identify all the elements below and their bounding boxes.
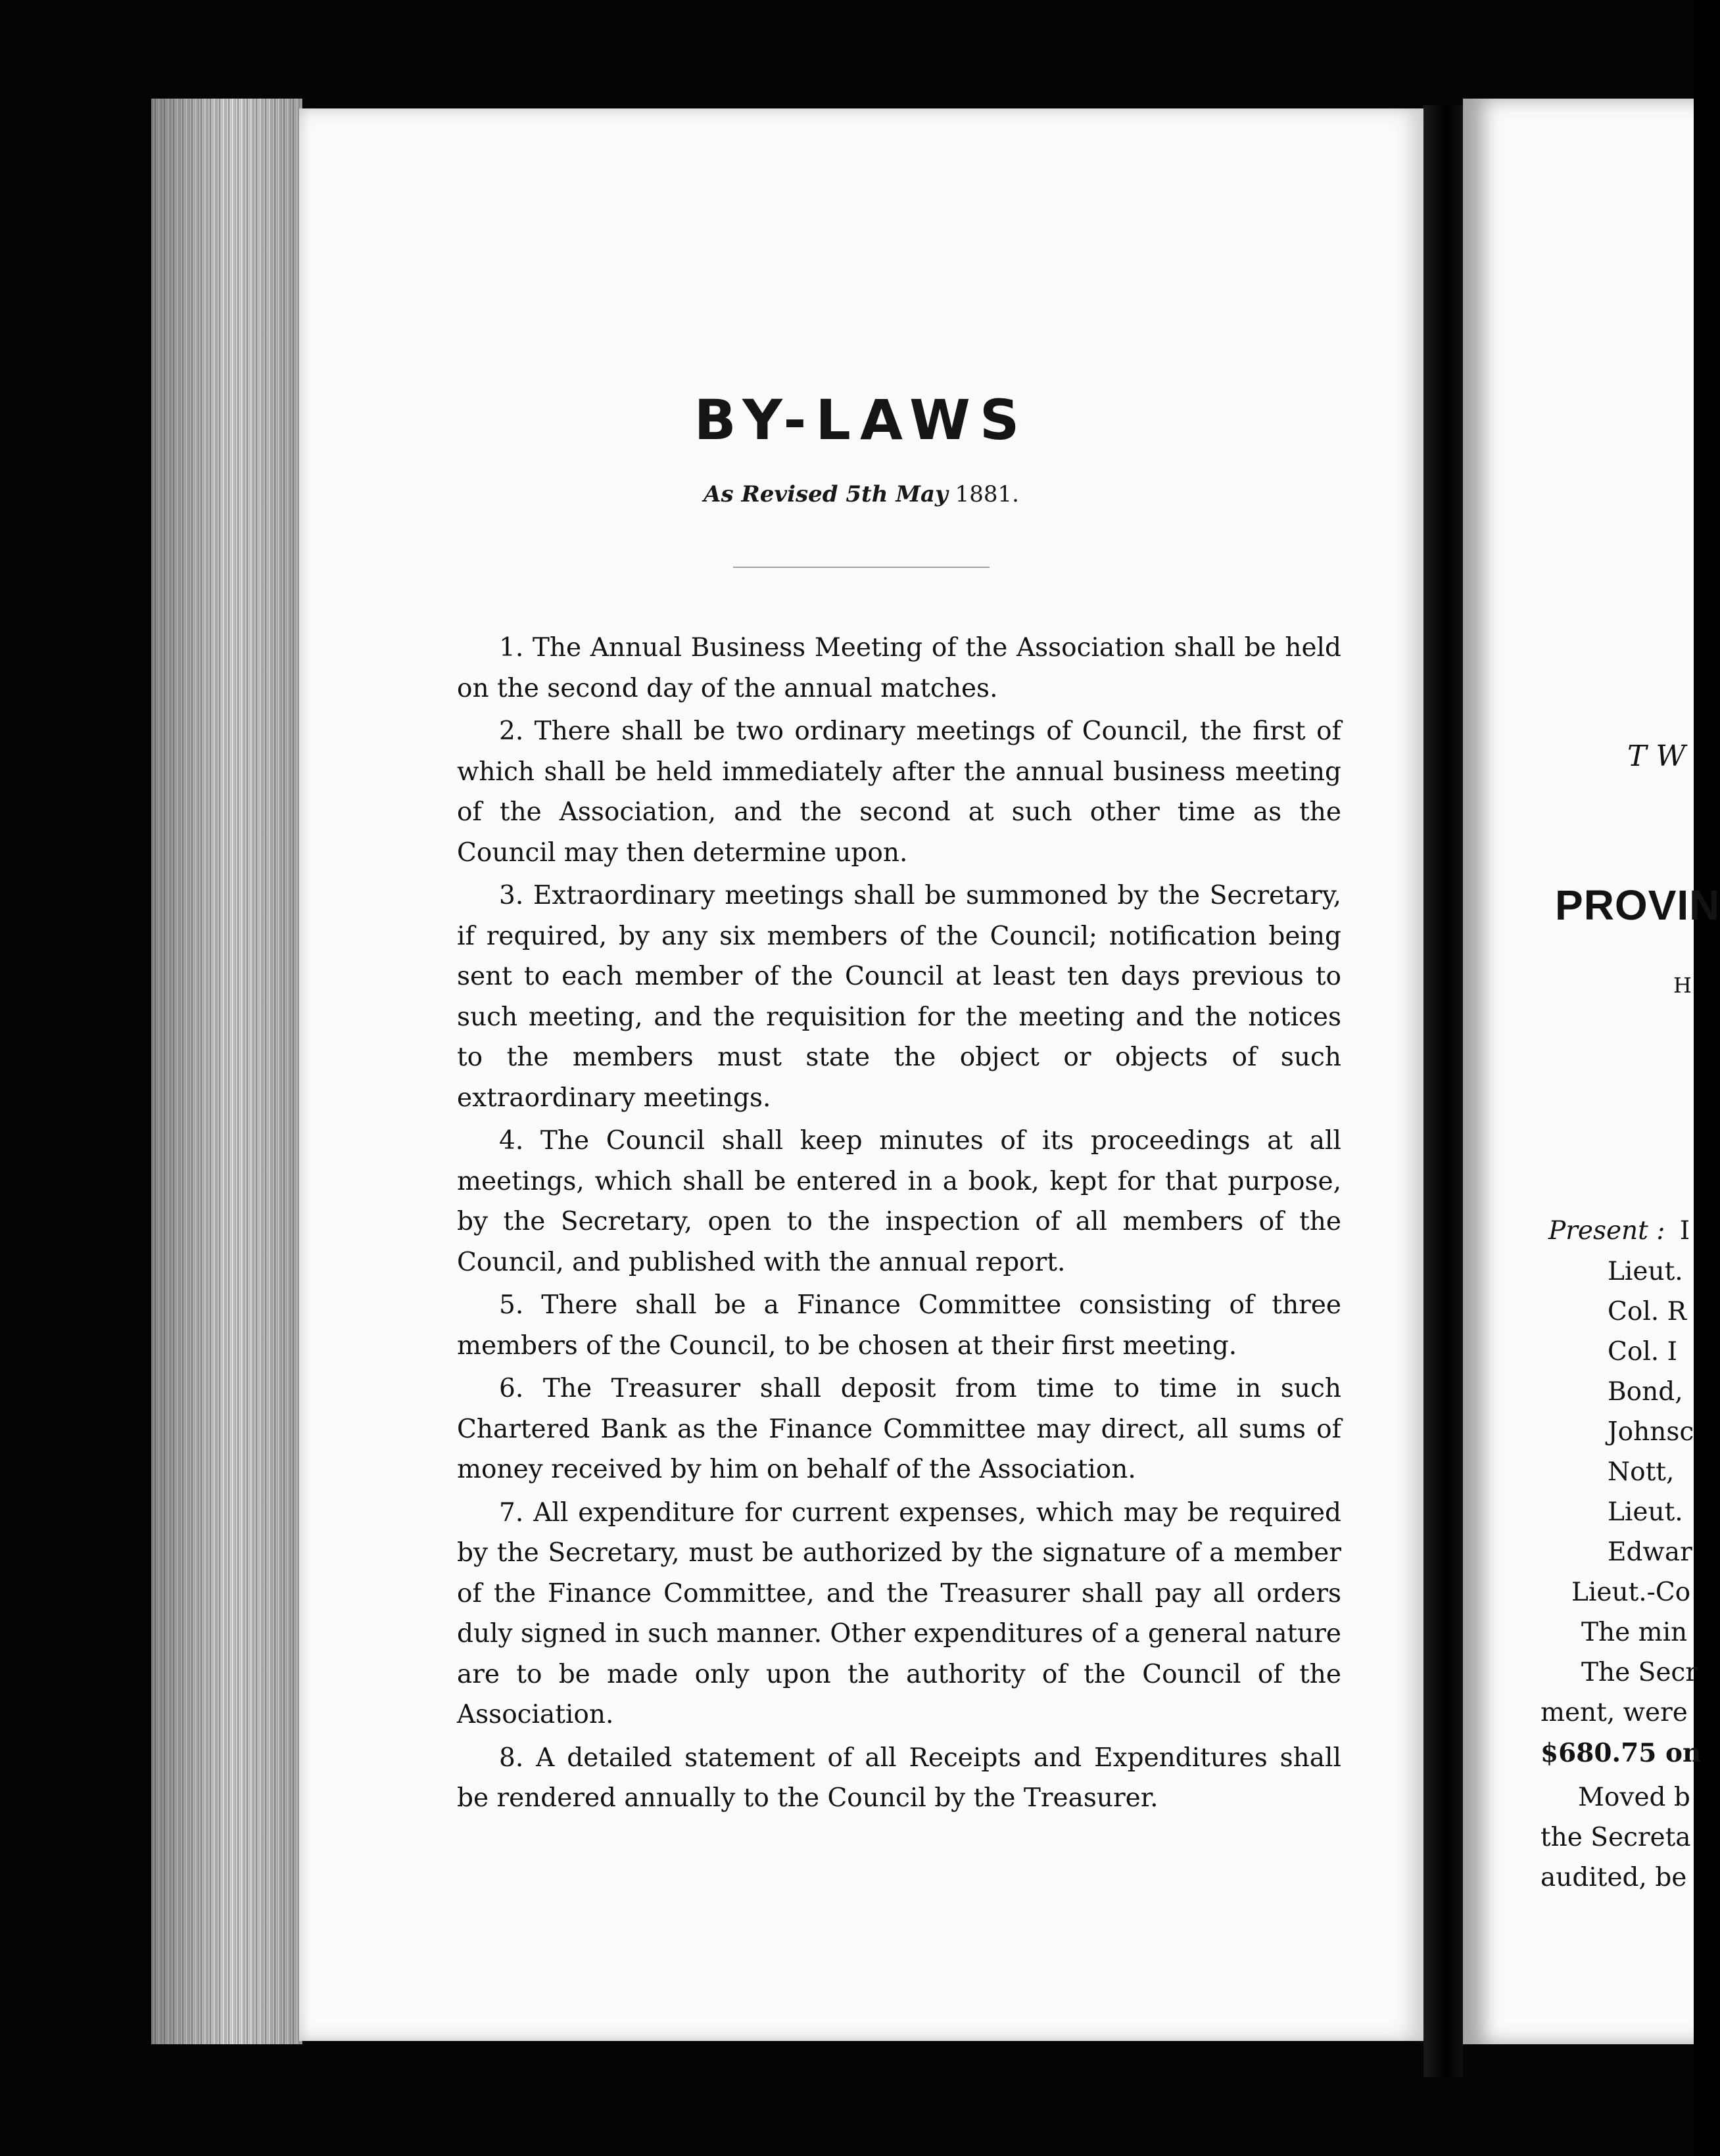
bylaw-2: 2. There shall be two ordinary meetings of Council, the first of which shall be held immediately after the annual business meeting of the Association, and the second at such other time as the Council may then determine upon. [457, 716, 1341, 868]
right-line: The min [1581, 1618, 1688, 1647]
subtitle-revised: As Revised 5th May [704, 481, 948, 507]
bylaw-6: 6. The Treasurer shall deposit from time to time in such Chartered Bank as the Finance Committee may direct, all sums of money received by him on behalf of the Association. [457, 1374, 1341, 1484]
right-line: the Secreta [1541, 1823, 1691, 1852]
book-gutter [1423, 105, 1463, 2077]
right-line: The Secr [1581, 1658, 1698, 1687]
right-line: audited, be [1541, 1863, 1687, 1892]
page-title: BY-LAWS [694, 388, 1029, 452]
bylaw-7: 7. All expenditure for current expenses, which may be required by the Secretary, must be authorized by the signature of a member of the Finance Committee, and the Treasurer shall pay all orders duly signed in such manner. Other expenditures of a general nature are to be made only upon the authority of the Council of the Association. [457, 1497, 1341, 1729]
right-line: Nott, [1608, 1457, 1675, 1487]
right-line: Lieut. [1608, 1257, 1683, 1286]
bylaw-8: 8. A detailed statement of all Receipts and Expenditures shall be rendered annually to the Council by the Treasurer. [457, 1743, 1341, 1813]
right-line: Col. I [1608, 1337, 1677, 1367]
right-line: Moved b [1578, 1783, 1690, 1812]
bylaw-1: 1. The Annual Business Meeting of the Association shall be held on the second day of the annual matches. [457, 633, 1341, 703]
right-line: Bond, [1608, 1377, 1683, 1407]
right-line: ment, were [1541, 1698, 1688, 1727]
bylaws-list [457, 628, 1341, 1821]
right-line: Lieut. [1608, 1497, 1683, 1527]
right-fragment-heading: PROVIN [1555, 881, 1720, 929]
right-line: $680.75 on [1541, 1738, 1702, 1768]
page-subtitle [299, 481, 1423, 507]
right-line: Lieut.-Co [1571, 1578, 1691, 1607]
right-line: Johnsc [1608, 1417, 1694, 1447]
subtitle-year: 1881. [955, 481, 1019, 507]
right-page [1463, 99, 1720, 2044]
page-edge [151, 99, 302, 2044]
right-present [1548, 1216, 1690, 1246]
bylaw-3: 3. Extraordinary meetings shall be summoned by the Secretary, if required, by any six members of the Council; notification being sent to each member of the Council at least ten days previous to such meeting, and the requisition for the meeting and the notices to the members must state the object or objects of such extraordinary meetings. [457, 881, 1341, 1113]
right-line: Edwar [1608, 1537, 1692, 1567]
right-fragment-tw: T W [1627, 739, 1686, 773]
present-after: I [1679, 1216, 1690, 1246]
right-line: Col. R [1608, 1297, 1686, 1326]
divider-rule [733, 567, 990, 568]
right-fragment-h: H [1673, 973, 1692, 998]
present-label: Present : [1548, 1216, 1665, 1246]
left-page [299, 108, 1423, 2041]
bylaw-5: 5. There shall be a Finance Committee consisting of three members of the Council, to be chosen at their first meeting. [457, 1290, 1341, 1361]
bylaw-4: 4. The Council shall keep minutes of its proceedings at all meetings, which shall be entered in a book, kept for that purpose, by the Secretary, open to the inspection of all members of the Council, and published with the annual report. [457, 1126, 1341, 1277]
